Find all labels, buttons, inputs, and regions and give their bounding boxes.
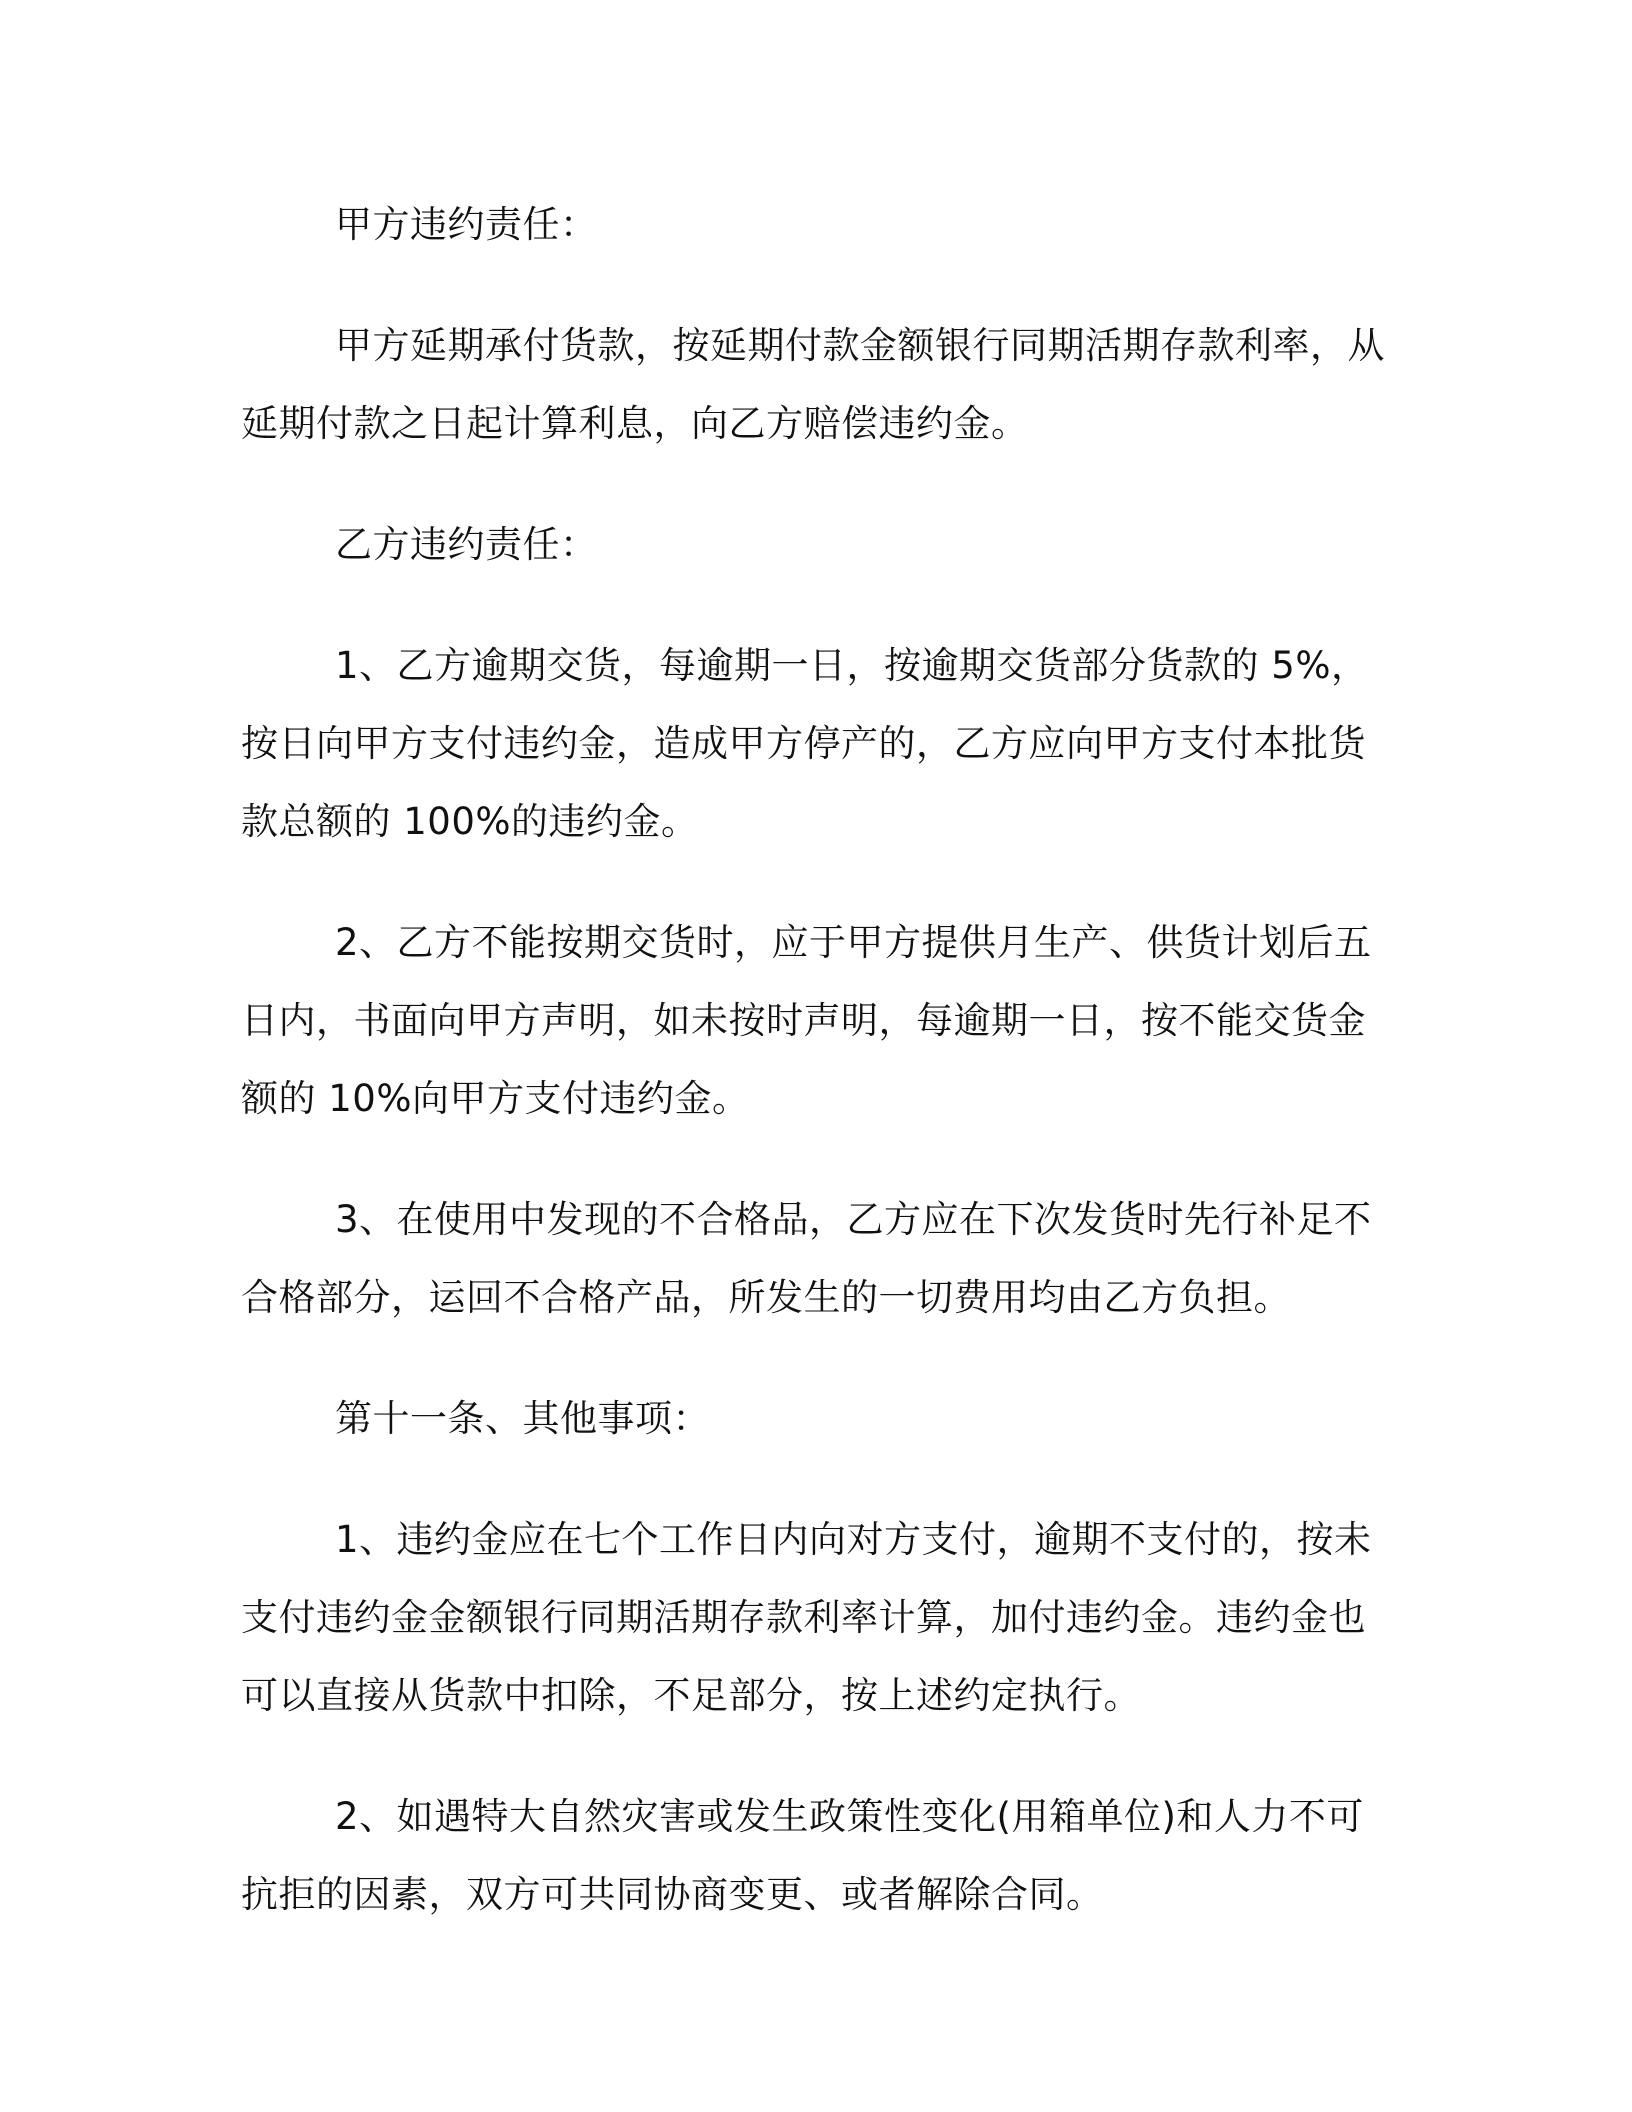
heading-party-b-liability: 乙方违约责任：	[335, 523, 598, 566]
paragraph-article-11-clause-2: 2、如遇特大自然灾害或发生政策性变化(用箱单位)和人力不可抗拒的因素，双方可共同协商变更、或者解除合同。	[241, 1795, 1364, 1916]
paragraph-party-b-clause-2: 2、乙方不能按期交货时，应于甲方提供月生产、供货计划后五日内，书面向甲方声明，如未按时声明，每逾期一日，按不能交货金额的 10%向甲方支付违约金。	[241, 921, 1372, 1120]
document-body	[241, 186, 1391, 1977]
heading-article-11: 第十一条、其他事项：	[335, 1397, 710, 1440]
paragraph-party-b-clause-1: 1、乙方逾期交货，每逾期一日，按逾期交货部分货款的 5%，按日向甲方支付违约金，造成甲方停产的，乙方应向甲方支付本批货款总额的 100%的违约金。	[241, 644, 1369, 843]
heading-party-a-liability: 甲方违约责任：	[335, 203, 598, 246]
paragraph-party-a-late-payment: 甲方延期承付货款，按延期付款金额银行同期活期存款利率，从延期付款之日起计算利息，向乙方赔偿违约金。	[241, 324, 1385, 445]
paragraph-party-b-clause-3: 3、在使用中发现的不合格品，乙方应在下次发货时先行补足不合格部分，运回不合格产品，所发生的一切费用均由乙方负担。	[241, 1198, 1372, 1319]
paragraph-article-11-clause-1: 1、违约金应在七个工作日内向对方支付，逾期不支付的，按未支付违约金金额银行同期活期存款利率计算，加付违约金。违约金也可以直接从货款中扣除，不足部分，按上述约定执行。	[241, 1518, 1372, 1717]
